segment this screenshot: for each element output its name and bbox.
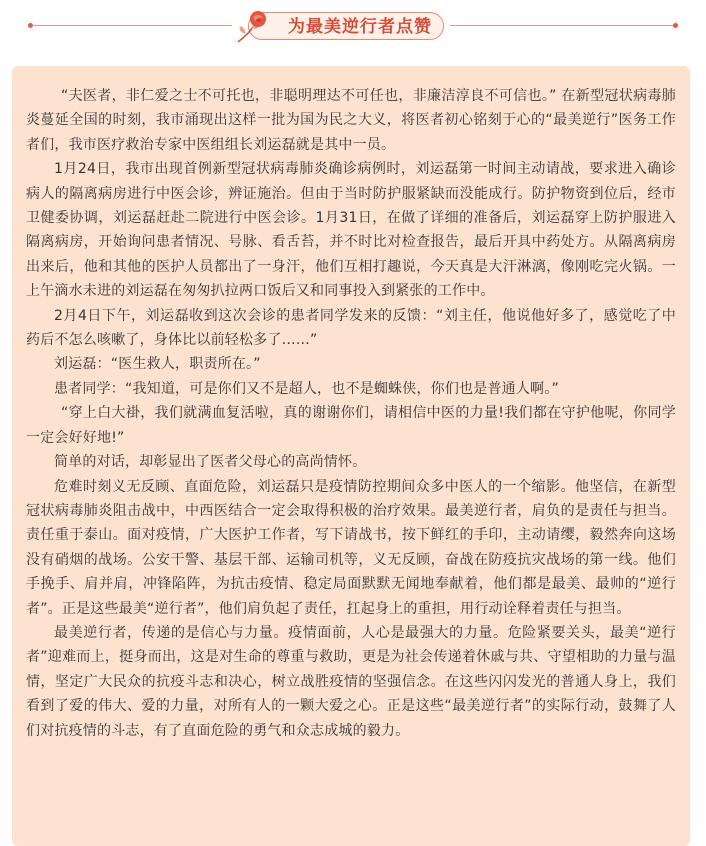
page-title: 为最美逆行者点赞 — [288, 17, 432, 37]
article-panel — [12, 66, 690, 846]
paragraph-dialogue-classmate: 患者同学：“我知道，可是你们又不是超人，也不是蜘蛛侠，你们也是普通人啊。” — [54, 380, 559, 397]
paragraph-intro: “夫医者，非仁爱之士不可托也，非聪明理达不可任也，非廉洁淳良不可信也。” 在新型冠状病毒肺炎蔓延全国的时刻，我市涌现出这样一批为国为民之大义，将医者初心铭刻于心的“最美逆行”医务工作者们，我市医疗救治专家中医组组长刘运磊就是其中一员。 — [26, 88, 676, 153]
paragraph-dialogue-doctor: 刘运磊：“医生救人，职责所在。” — [54, 356, 261, 373]
paragraph-dialogue-reply: “穿上白大褂，我们就满血复活啦，真的谢谢你们，请相信中医的力量!我们都在守护他呢，你同学一定会好好地!” — [26, 405, 676, 446]
paragraph-confidence: 最美逆行者，传递的是信心与力量。疫情面前，人心是最强大的力量。危险紧要关头，最美“逆行者”迎难而上，挺身而出，这是对生命的尊重与救助，更是为社会传递着休戚与共、守望相助的力量与温情，坚定广大民众的抗疫斗志和决心，树立战胜疫情的坚强信念。在这些闪闪发光的普通人身上，我们看到了爱的伟大、爱的力量，对所有人的一颗大爱之心。正是这些“最美逆行者”的实际行动，鼓舞了人们对抗疫情的斗志，有了直面危险的勇气和众志成城的毅力。 — [26, 624, 676, 739]
header-dot-right — [673, 23, 678, 28]
paragraph-responsibility: 危难时刻义无反顾、直面危险，刘运磊只是疫情防控期间众多中医人的一个缩影。他坚信，在新型冠状病毒肺炎阻击战中，中西医结合一定会取得积极的治疗效果。最美逆行者，肩负的是责任与担当。责任重于泰山。面对疫情，广大医护工作者，写下请战书，按下鲜红的手印，主动请缨，毅然奔向这场没有硝烟的战场。公安干警、基层干部、运输司机等，义无反顾，奋战在防疫抗灾战场的第一线。他们手挽手、肩并肩，冲锋陷阵，为抗击疫情、稳定局面默默无闻地奉献着，他们都是最美、最帅的“逆行者”。正是这些最美“逆行者”，他们肩负起了责任，扛起身上的重担，用行动诠释着责任与担当。 — [26, 478, 676, 617]
header-divider-right — [450, 25, 674, 26]
section-header — [0, 8, 706, 44]
paragraph-jan-24: 1月24日，我市出现首例新型冠状病毒肺炎确诊病例时，刘运磊第一时间主动请战，要求进入确诊病人的隔离病房进行中医会诊，辨证施治。但由于当时防护服紧缺而没能成行。防护物资到位后，经市卫健委协调，刘运磊赶赴二院进行中医会诊。1月31日，在做了详细的准备后，刘运磊穿上防护服进入隔离病房，开始询问患者情况、号脉、看舌苔，并不时比对检查报告，最后开具中药处方。从隔离病房出来后，他和其他的医护人员都出了一身汗，他们互相打趣说，今天真是大汗淋漓，像刚吃完火锅。一上午滴水未进的刘运磊在匆匆扒拉两口饭后又和同事投入到紧张的工作中。 — [26, 161, 676, 300]
rose-flower-icon — [232, 8, 276, 46]
paragraph-feb-4: 2月4日下午，刘运磊收到这次会诊的患者同学发来的反馈：“刘主任，他说他好多了，感觉吃了中药后不怎么咳嗽了，身体比以前轻松多了……” — [26, 307, 676, 349]
header-divider-left — [32, 25, 232, 26]
paragraph-summary: 简单的对话，却彰显出了医者父母心的高尚情怀。 — [54, 454, 367, 471]
article-body — [26, 84, 676, 743]
